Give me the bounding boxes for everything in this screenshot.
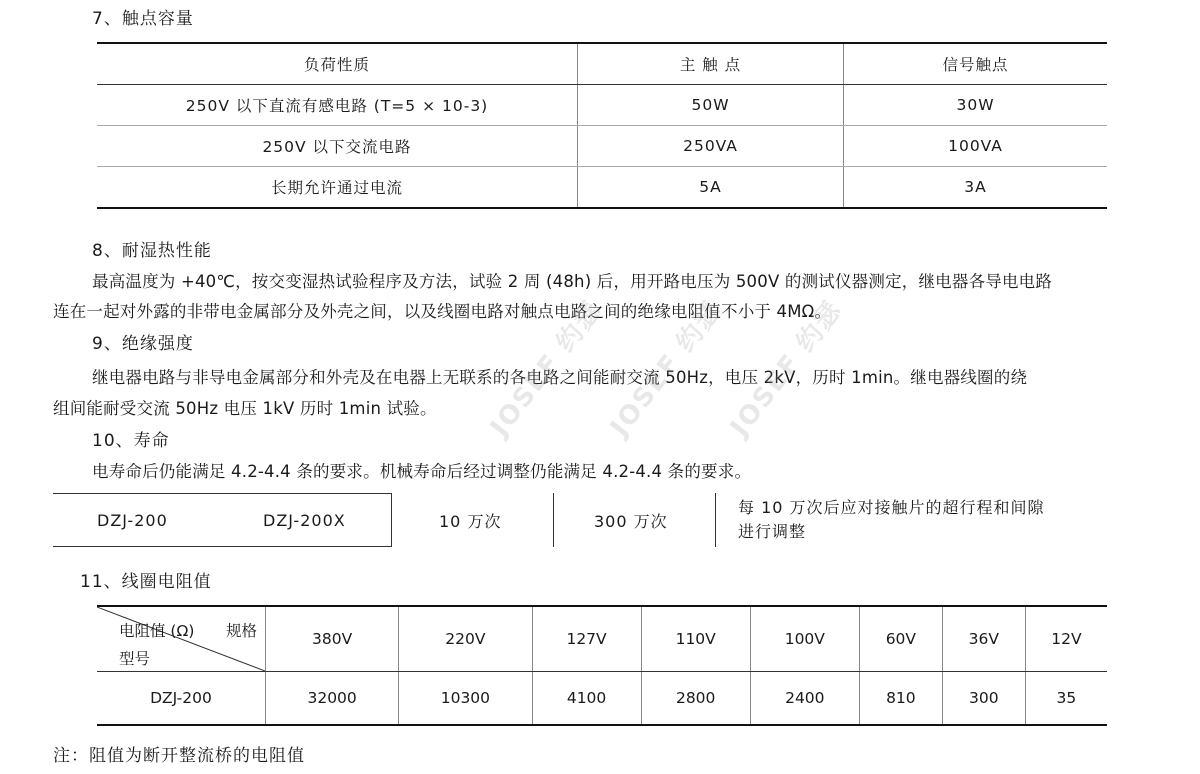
spec-header: 220V [399,606,532,672]
section-10-text: 电寿命后仍能满足 4.2-4.4 条的要求。机械寿命后经过调整仍能满足 4.2-4.4 条的要求。 [92,462,752,481]
table-row [97,672,1107,726]
diagonal-header-cell [97,606,266,672]
table-row [97,85,1107,126]
model-label: 型号 [119,650,151,668]
section-8-heading: 8、耐湿热性能 [92,241,212,261]
section-9-heading: 9、绝缘强度 [92,334,194,354]
spec-header: 60V [859,606,942,672]
model-dzj-200x: DZJ-200X [263,510,346,530]
load-type-cell: 250V 以下直流有感电路 (T=5 × 10-3) [97,85,578,126]
header-signal-contact: 信号触点 [844,43,1108,85]
spec-header: 12V [1025,606,1107,672]
main-contact-cell: 5A [578,167,844,209]
watermark: JOSEF 约瑟 [724,295,849,443]
table-header-row [97,606,1107,672]
coil-resistance-table [97,605,1107,726]
mechanical-life-value: 300 万次 [594,511,668,531]
divider [391,493,392,547]
resistance-value: 2400 [750,672,859,726]
resistance-value: 35 [1025,672,1107,726]
main-contact-cell: 250VA [578,126,844,167]
footnote: 注：阻值为断开整流桥的电阻值 [53,746,305,766]
section-7-heading: 7、触点容量 [92,9,194,29]
load-type-cell: 长期允许通过电流 [97,167,578,209]
main-contact-cell: 50W [578,85,844,126]
signal-contact-cell: 30W [844,85,1108,126]
resistance-label: 电阻值 (Ω) [119,622,195,640]
spec-header: 380V [266,606,399,672]
section-11-heading: 11、线圈电阻值 [80,572,212,592]
life-note-line-1: 每 10 万次后应对接触片的超行程和间隙 [738,498,1045,517]
resistance-value: 2800 [641,672,750,726]
section-8-text-line-1: 最高温度为 +40℃，按交变湿热试验程序及方法，试验 2 周 (48h) 后，用开路电压为 500V 的测试仪器测定，继电器各导电电路 [92,272,1053,291]
divider [715,493,716,547]
spec-header: 127V [532,606,641,672]
watermark: JOSEF 约瑟 [604,295,729,443]
life-note [738,493,1045,547]
electrical-life-value: 10 万次 [439,511,502,531]
signal-contact-cell: 3A [844,167,1108,209]
watermark: JOSEF 约瑟 [484,295,609,443]
section-10-heading: 10、寿命 [92,431,170,451]
resistance-value: 810 [859,672,942,726]
model-dzj-200: DZJ-200 [97,510,168,530]
spec-label: 规格 [225,622,257,640]
divider [553,493,554,547]
section-9-text-line-1: 继电器电路与非导电金属部分和外壳及在电器上无联系的各电路之间能耐交流 50Hz，电压 2kV，历时 1min。继电器线圈的绕 [92,368,1028,387]
section-9-text-line-2: 组间能耐受交流 50Hz 电压 1kV 历时 1min 试验。 [53,399,437,418]
resistance-value: 4100 [532,672,641,726]
contact-capacity-table [97,42,1107,209]
spec-header: 36V [942,606,1025,672]
resistance-value: 300 [942,672,1025,726]
load-type-cell: 250V 以下交流电路 [97,126,578,167]
signal-contact-cell: 100VA [844,126,1108,167]
header-main-contact: 主 触 点 [578,43,844,85]
model-cell: DZJ-200 [97,672,266,726]
resistance-value: 10300 [399,672,532,726]
table-row [97,167,1107,209]
header-load-type: 负荷性质 [97,43,578,85]
spec-header: 100V [750,606,859,672]
life-note-line-2: 进行调整 [738,522,807,541]
section-8-text-line-2: 连在一起对外露的非带电金属部分及外壳之间，以及线圈电路对触点电路之间的绝缘电阻值不小于 4MΩ。 [53,302,832,321]
resistance-value: 32000 [266,672,399,726]
table-row [97,126,1107,167]
spec-header: 110V [641,606,750,672]
